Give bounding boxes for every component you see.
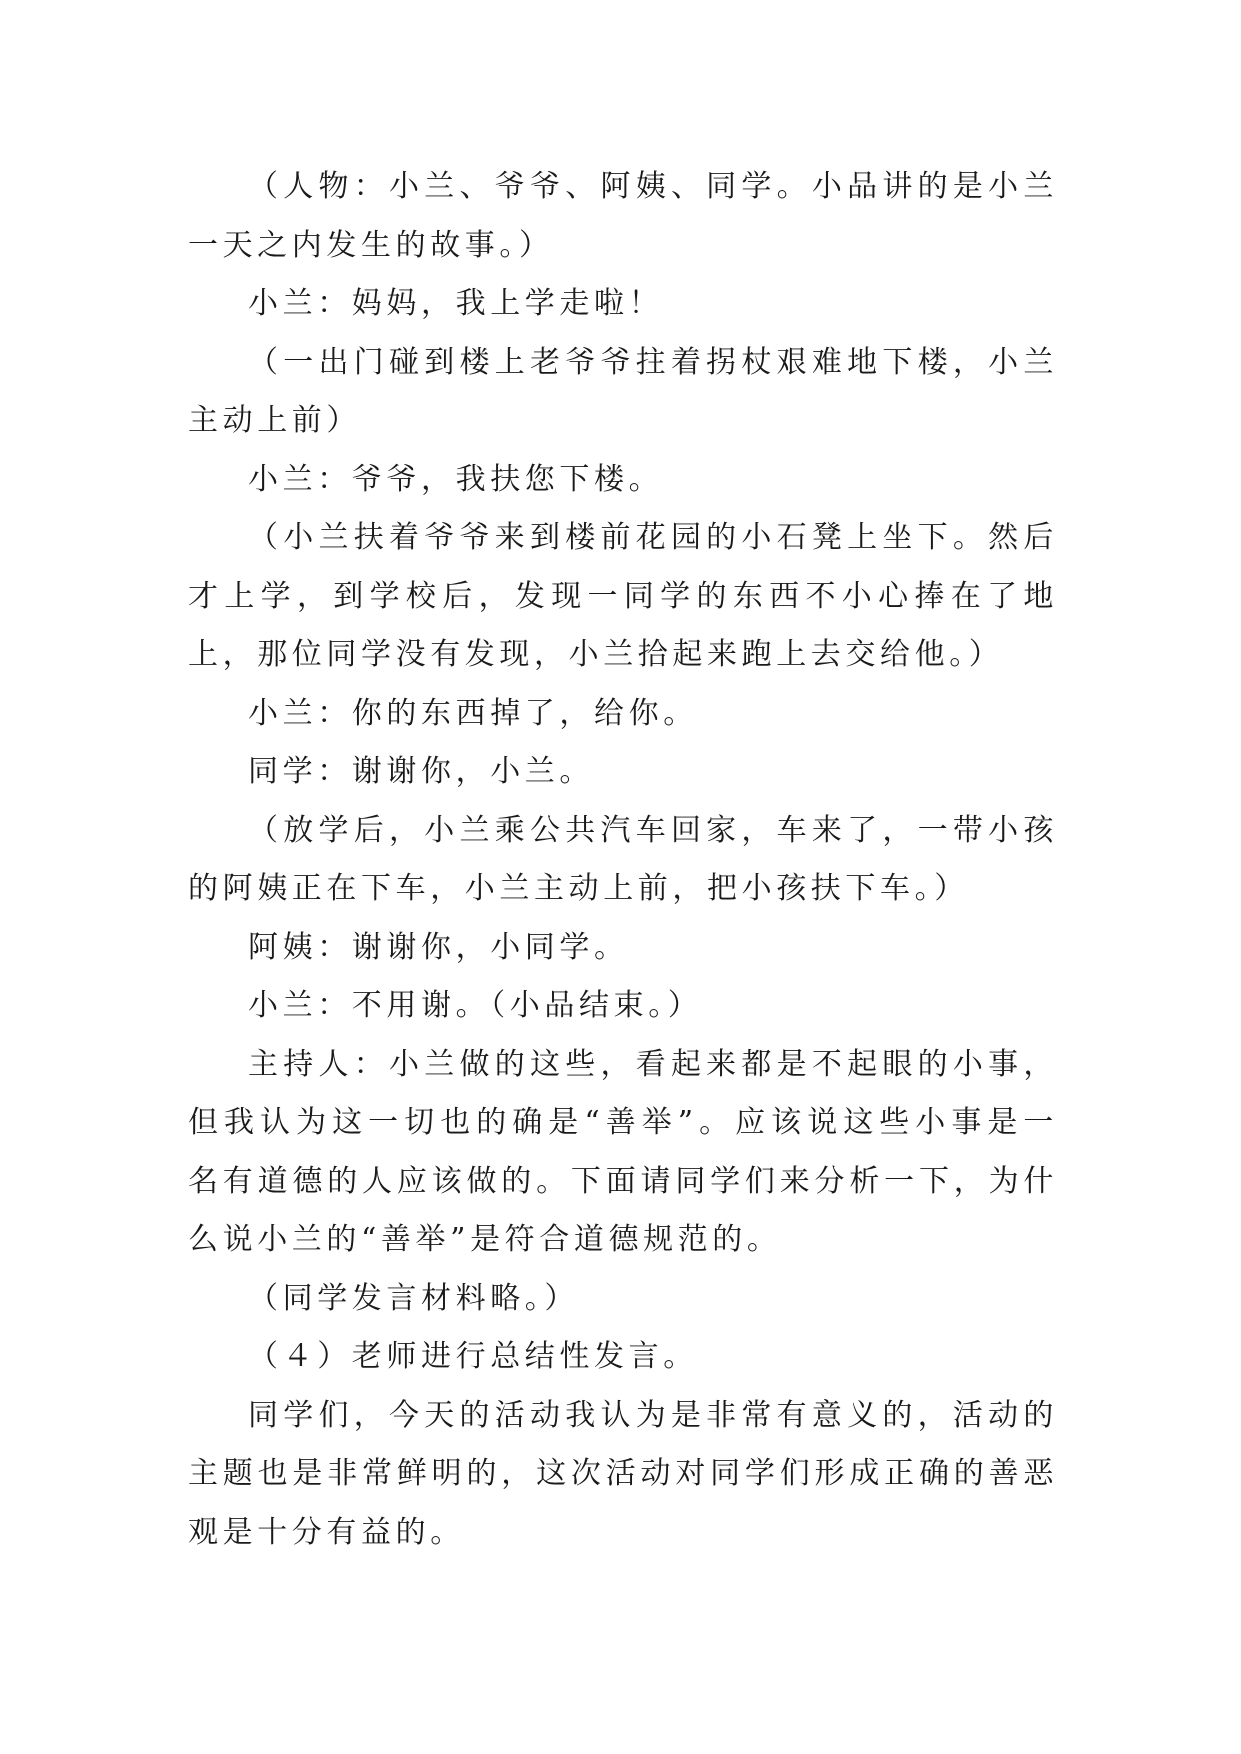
stage-direction: （同学发言材料略。） [248,1280,579,1316]
stage-direction: （一出门碰到楼上老爷爷拄着拐杖艰难地下楼，小兰主动上前） [188,344,1058,438]
dialogue-line: 小兰：不用谢。（小品结束。） [248,988,703,1023]
document-page [188,158,1058,1562]
dialogue-line: 小兰：妈妈，我上学走啦！ [248,286,664,321]
dialogue-line: 同学：谢谢你，小兰。 [248,754,594,789]
dialogue-line: 小兰：爷爷，我扶您下楼。 [248,461,664,497]
stage-direction-characters: （人物：小兰、爷爷、阿姨、同学。小品讲的是小兰一天之内发生的故事。） [188,169,1058,263]
dialogue-line: 阿姨：谢谢你，小同学。 [248,929,629,965]
stage-direction: （放学后，小兰乘公共汽车回家，车来了，一带小孩的阿姨正在下车，小兰主动上前，把小孩扶下车。） [188,812,1058,906]
host-speech: 主持人：小兰做的这些，看起来都是不起眼的小事，但我认为这一切也的确是“善举”。应该说这些小事是一名有道德的人应该做的。下面请同学们来分析一下，为什么说小兰的“善举”是符合道德规范的。 [188,1046,1058,1257]
section-heading: （４）老师进行总结性发言。 [248,1339,698,1374]
stage-direction: （小兰扶着爷爷来到楼前花园的小石凳上坐下。然后才上学，到学校后，发现一同学的东西不小心捧在了地上，那位同学没有发现，小兰拾起来跑上去交给他。） [188,520,1058,672]
dialogue-line: 小兰：你的东西掉了，给你。 [248,695,698,731]
teacher-summary: 同学们，今天的活动我认为是非常有意义的，活动的主题也是非常鲜明的，这次活动对同学们形成正确的善恶观是十分有益的。 [188,1397,1058,1550]
